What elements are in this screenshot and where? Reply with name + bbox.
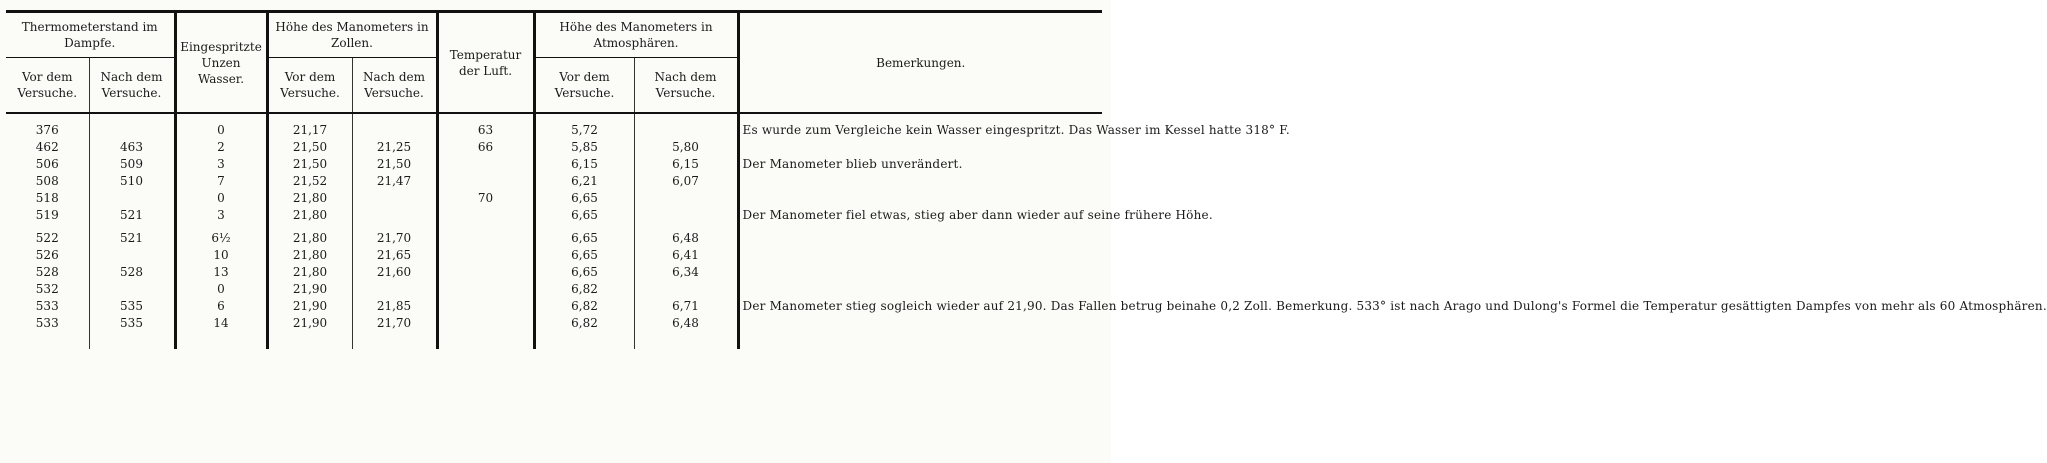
- empty-cell: [89, 332, 175, 349]
- mano-inch-after-cell: 21,50: [352, 156, 437, 173]
- empty-cell: [352, 332, 437, 349]
- thermo-before-cell: 522: [6, 224, 89, 247]
- air-temp-cell: [437, 264, 534, 281]
- mano-atm-after-cell: 6,48: [634, 224, 738, 247]
- thermo-after-cell: 528: [89, 264, 175, 281]
- header-mano-inch-after: Nach dem Versuche.: [352, 58, 437, 114]
- thermo-before-cell: 533: [6, 315, 89, 332]
- mano-atm-after-cell: 6,48: [634, 315, 738, 332]
- header-injected-water: Eingespritzte Unzen Wasser.: [175, 12, 267, 114]
- thermo-before-cell: 462: [6, 139, 89, 156]
- remark-empty: [738, 190, 1102, 207]
- thermo-after-cell: [89, 113, 175, 139]
- injected-cell: 3: [175, 207, 267, 224]
- header-manometer-atmospheres: Höhe des Manometers in Atmosphären.: [534, 12, 738, 58]
- empty-cell: [634, 332, 738, 349]
- thermo-after-cell: 463: [89, 139, 175, 156]
- mano-atm-before-cell: 6,65: [534, 207, 634, 224]
- injected-cell: 14: [175, 315, 267, 332]
- thermo-after-cell: [89, 281, 175, 298]
- mano-inch-before-cell: 21,52: [267, 173, 352, 190]
- thermo-after-cell: [89, 247, 175, 264]
- mano-inch-after-cell: 21,25: [352, 139, 437, 156]
- header-thermo-before: Vor dem Versuche.: [6, 58, 89, 114]
- empty-cell: [437, 332, 534, 349]
- mano-inch-after-cell: [352, 207, 437, 224]
- measurement-table: [6, 10, 2047, 349]
- remark-3: Der Manometer fiel etwas, stieg aber dann wieder auf seine frühere Höhe.: [742, 208, 1213, 222]
- thermo-before-cell: 506: [6, 156, 89, 173]
- mano-inch-before-cell: 21,80: [267, 190, 352, 207]
- table-row: [6, 247, 1102, 264]
- injected-cell: 13: [175, 264, 267, 281]
- mano-atm-before-cell: 6,82: [534, 281, 634, 298]
- empty-cell: [175, 332, 267, 349]
- mano-atm-before-cell: 6,65: [534, 247, 634, 264]
- remark-empty: [738, 264, 1102, 281]
- mano-atm-before-cell: 6,21: [534, 173, 634, 190]
- air-temp-cell: [437, 247, 534, 264]
- mano-inch-before-cell: 21,90: [267, 281, 352, 298]
- air-temp-cell: [437, 224, 534, 247]
- air-temp-cell: [437, 207, 534, 224]
- mano-inch-after-cell: 21,70: [352, 224, 437, 247]
- table-row: [6, 156, 1102, 173]
- mano-atm-before-cell: 6,82: [534, 315, 634, 332]
- mano-inch-before-cell: 21,90: [267, 315, 352, 332]
- thermo-after-cell: 535: [89, 298, 175, 315]
- mano-atm-after-cell: 6,71: [634, 298, 738, 315]
- table-row: [6, 298, 1102, 315]
- mano-inch-after-cell: [352, 190, 437, 207]
- thermo-after-cell: 509: [89, 156, 175, 173]
- thermo-after-cell: 521: [89, 224, 175, 247]
- mano-atm-before-cell: 5,85: [534, 139, 634, 156]
- air-temp-cell: [437, 156, 534, 173]
- mano-atm-before-cell: 5,72: [534, 113, 634, 139]
- injected-cell: 0: [175, 190, 267, 207]
- thermo-before-cell: 508: [6, 173, 89, 190]
- thermo-after-cell: 521: [89, 207, 175, 224]
- mano-atm-after-cell: [634, 190, 738, 207]
- injected-cell: 0: [175, 281, 267, 298]
- remark-1: Es wurde zum Vergleiche kein Wasser eingespritzt. Das Wasser im Kessel hatte 318° F.: [742, 123, 1290, 137]
- thermo-before-cell: 518: [6, 190, 89, 207]
- mano-inch-after-cell: [352, 113, 437, 139]
- mano-inch-after-cell: 21,70: [352, 315, 437, 332]
- empty-cell: [6, 332, 89, 349]
- air-temp-cell: [437, 298, 534, 315]
- mano-atm-after-cell: 6,41: [634, 247, 738, 264]
- mano-inch-before-cell: 21,50: [267, 139, 352, 156]
- injected-cell: 3: [175, 156, 267, 173]
- mano-atm-after-cell: [634, 281, 738, 298]
- header-mano-atm-before: Vor dem Versuche.: [534, 58, 634, 114]
- thermo-before-cell: 532: [6, 281, 89, 298]
- injected-cell: 7: [175, 173, 267, 190]
- mano-atm-before-cell: 6,65: [534, 264, 634, 281]
- mano-atm-after-cell: [634, 113, 738, 139]
- header-manometer-inches: Höhe des Manometers in Zollen.: [267, 12, 437, 58]
- injected-cell: 0: [175, 113, 267, 139]
- air-temp-cell: [437, 281, 534, 298]
- thermo-after-cell: 510: [89, 173, 175, 190]
- empty-cell: [267, 332, 352, 349]
- mano-inch-before-cell: 21,80: [267, 264, 352, 281]
- remark-4: Der Manometer stieg sogleich wieder auf 21,90. Das Fallen betrug beinahe 0,2 Zoll. Bemerkung. 533° ist nach Arago und Dulong's Formel die Temperatur gesättigten Dampfes von mehr als 60 Atmosphären.: [742, 299, 2047, 313]
- empty-cell: [534, 332, 634, 349]
- table-row: [6, 173, 1102, 190]
- thermo-before-cell: 526: [6, 247, 89, 264]
- air-temp-cell: 70: [437, 190, 534, 207]
- mano-inch-after-cell: [352, 281, 437, 298]
- table-row: [6, 113, 1102, 139]
- thermo-after-cell: [89, 190, 175, 207]
- table-row: [6, 207, 1102, 224]
- mano-inch-after-cell: 21,85: [352, 298, 437, 315]
- table-row: [6, 281, 1102, 298]
- thermo-before-cell: 533: [6, 298, 89, 315]
- mano-atm-after-cell: 6,34: [634, 264, 738, 281]
- mano-atm-before-cell: 6,65: [534, 224, 634, 247]
- thermo-after-cell: 535: [89, 315, 175, 332]
- injected-cell: 6½: [175, 224, 267, 247]
- mano-inch-before-cell: 21,80: [267, 207, 352, 224]
- header-mano-atm-after: Nach dem Versuche.: [634, 58, 738, 114]
- mano-inch-before-cell: 21,50: [267, 156, 352, 173]
- thermo-before-cell: 528: [6, 264, 89, 281]
- mano-atm-after-cell: 6,07: [634, 173, 738, 190]
- thermo-before-cell: 376: [6, 113, 89, 139]
- injected-cell: 10: [175, 247, 267, 264]
- mano-inch-before-cell: 21,17: [267, 113, 352, 139]
- table-row: [6, 190, 1102, 207]
- thermo-before-cell: 519: [6, 207, 89, 224]
- remark-empty: [738, 247, 1102, 264]
- header-thermo-after: Nach dem Versuche.: [89, 58, 175, 114]
- injected-cell: 2: [175, 139, 267, 156]
- mano-atm-before-cell: 6,15: [534, 156, 634, 173]
- injected-cell: 6: [175, 298, 267, 315]
- air-temp-cell: [437, 173, 534, 190]
- air-temp-cell: 63: [437, 113, 534, 139]
- mano-inch-before-cell: 21,90: [267, 298, 352, 315]
- remark-empty: [738, 173, 1102, 190]
- mano-inch-after-cell: 21,60: [352, 264, 437, 281]
- mano-atm-before-cell: 6,82: [534, 298, 634, 315]
- mano-atm-before-cell: 6,65: [534, 190, 634, 207]
- header-remarks: Bemerkungen.: [738, 12, 1102, 114]
- air-temp-cell: [437, 315, 534, 332]
- mano-inch-after-cell: 21,47: [352, 173, 437, 190]
- header-thermometer: Thermometerstand im Dampfe.: [6, 12, 175, 58]
- mano-inch-before-cell: 21,80: [267, 224, 352, 247]
- header-mano-inch-before: Vor dem Versuche.: [267, 58, 352, 114]
- remark-2: Der Manometer blieb unverändert.: [742, 157, 963, 171]
- air-temp-cell: 66: [437, 139, 534, 156]
- mano-atm-after-cell: 6,15: [634, 156, 738, 173]
- header-air-temperature: Temperatur der Luft.: [437, 12, 534, 114]
- mano-inch-after-cell: 21,65: [352, 247, 437, 264]
- remark-empty: [738, 281, 1102, 298]
- table-row: [6, 264, 1102, 281]
- mano-inch-before-cell: 21,80: [267, 247, 352, 264]
- mano-atm-after-cell: 5,80: [634, 139, 738, 156]
- mano-atm-after-cell: [634, 207, 738, 224]
